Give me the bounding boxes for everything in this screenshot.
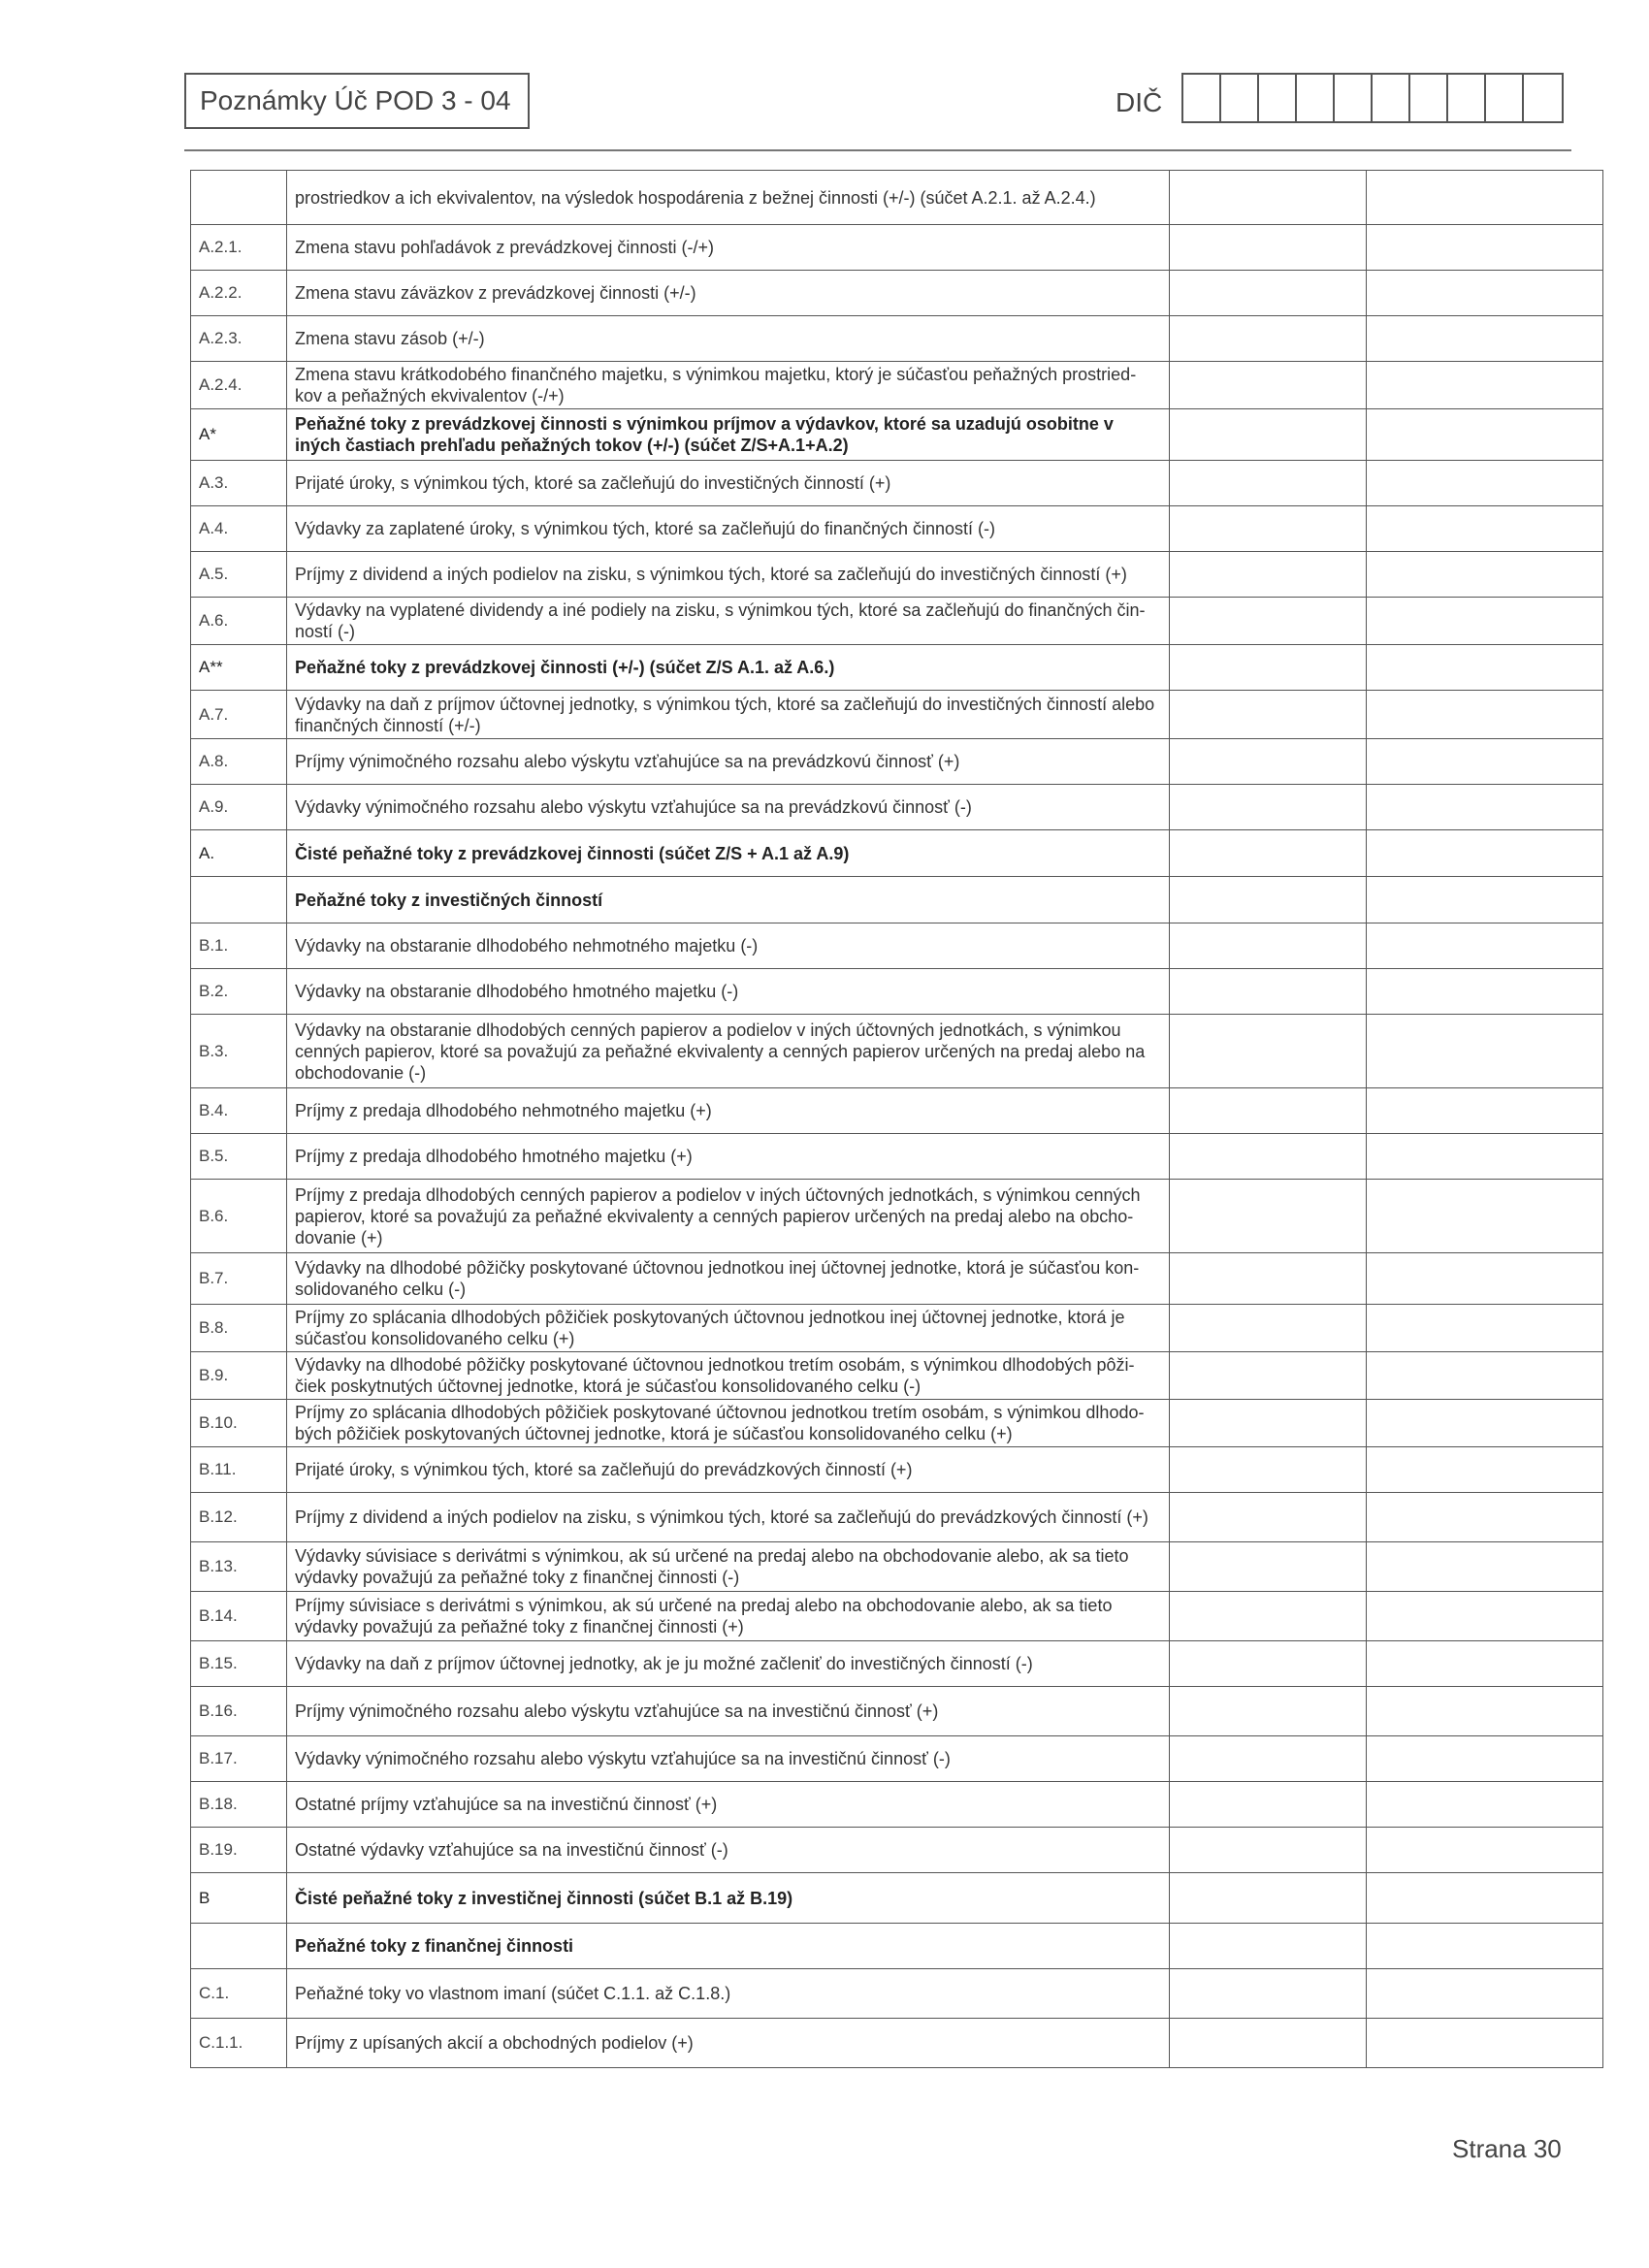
table-row	[191, 409, 1603, 461]
row-code: B.4.	[191, 1088, 287, 1134]
row-description: Výdavky za zaplatené úroky, s výnimkou tých, ktoré sa začleňujú do finančných činností (-)	[287, 506, 1170, 552]
current-period-cell[interactable]	[1170, 1542, 1367, 1592]
row-code: B.18.	[191, 1782, 287, 1828]
table-row	[191, 1253, 1603, 1305]
previous-period-cell[interactable]	[1367, 1873, 1603, 1924]
dic-digit-box[interactable]	[1373, 75, 1410, 121]
row-code: A.2.1.	[191, 225, 287, 271]
current-period-cell[interactable]	[1170, 1493, 1367, 1542]
row-description: Zmena stavu záväzkov z prevádzkovej činnosti (+/-)	[287, 271, 1170, 316]
table-row	[191, 225, 1603, 271]
row-description: Prijaté úroky, s výnimkou tých, ktoré sa začleňujú do investičných činností (+)	[287, 461, 1170, 506]
previous-period-cell[interactable]	[1367, 1134, 1603, 1180]
previous-period-cell[interactable]	[1367, 271, 1603, 316]
dic-digit-box[interactable]	[1410, 75, 1448, 121]
row-description: Výdavky súvisiace s derivátmi s výnimkou, ak sú určené na predaj alebo na obchodovanie alebo, ak sa tieto výdavky považujú za peňažné toky z finančnej činnosti (-)	[287, 1542, 1170, 1592]
row-code: B	[191, 1873, 287, 1924]
page-number: Strana 30	[1452, 2134, 1562, 2163]
dic-label: DIČ	[1116, 87, 1163, 117]
current-period-cell[interactable]	[1170, 1969, 1367, 2019]
table-row	[191, 1352, 1603, 1400]
table-row	[191, 1305, 1603, 1352]
table-row	[191, 1088, 1603, 1134]
current-period-cell[interactable]	[1170, 1592, 1367, 1641]
row-code: B.6.	[191, 1180, 287, 1253]
previous-period-cell[interactable]	[1367, 316, 1603, 362]
previous-period-cell[interactable]	[1367, 1253, 1603, 1305]
current-period-cell[interactable]	[1170, 1828, 1367, 1873]
current-period-cell[interactable]	[1170, 362, 1367, 409]
current-period-cell[interactable]	[1170, 1924, 1367, 1969]
row-code: B.10.	[191, 1400, 287, 1447]
row-description: Príjmy výnimočného rozsahu alebo výskytu vzťahujúce sa na prevádzkovú činnosť (+)	[287, 739, 1170, 785]
current-period-cell[interactable]	[1170, 1736, 1367, 1782]
dic-digit-box[interactable]	[1221, 75, 1259, 121]
row-description: prostriedkov a ich ekvivalentov, na výsledok hospodárenia z bežnej činnosti (+/-) (súčet A.2.1. až A.2.4.)	[287, 171, 1170, 225]
table-row	[191, 2019, 1603, 2068]
row-description: Čisté peňažné toky z investičnej činnosti (súčet B.1 až B.19)	[287, 1873, 1170, 1924]
row-code: C.1.	[191, 1969, 287, 2019]
header-divider	[184, 149, 1571, 151]
current-period-cell[interactable]	[1170, 1687, 1367, 1736]
row-code: A.4.	[191, 506, 287, 552]
current-period-cell[interactable]	[1170, 1400, 1367, 1447]
previous-period-cell[interactable]	[1367, 1782, 1603, 1828]
row-description: Výdavky na obstaranie dlhodobého nehmotného majetku (-)	[287, 923, 1170, 969]
current-period-cell[interactable]	[1170, 506, 1367, 552]
current-period-cell[interactable]	[1170, 1088, 1367, 1134]
dic-input-boxes[interactable]	[1181, 73, 1564, 123]
table-row	[191, 739, 1603, 785]
previous-period-cell[interactable]	[1367, 1352, 1603, 1400]
previous-period-cell[interactable]	[1367, 1641, 1603, 1687]
row-description: Príjmy z dividend a iných podielov na zisku, s výnimkou tých, ktoré sa začleňujú do investičných činností (+)	[287, 552, 1170, 598]
previous-period-cell[interactable]	[1367, 1015, 1603, 1088]
table-row	[191, 171, 1603, 225]
previous-period-cell[interactable]	[1367, 1924, 1603, 1969]
row-code: B.5.	[191, 1134, 287, 1180]
current-period-cell[interactable]	[1170, 1352, 1367, 1400]
previous-period-cell[interactable]	[1367, 552, 1603, 598]
row-code: B.12.	[191, 1493, 287, 1542]
row-code: A.2.3.	[191, 316, 287, 362]
previous-period-cell[interactable]	[1367, 877, 1603, 923]
row-description: Príjmy z dividend a iných podielov na zisku, s výnimkou tých, ktoré sa začleňujú do prevádzkových činností (+)	[287, 1493, 1170, 1542]
row-code: B.7.	[191, 1253, 287, 1305]
previous-period-cell[interactable]	[1367, 691, 1603, 739]
previous-period-cell[interactable]	[1367, 1542, 1603, 1592]
current-period-cell[interactable]	[1170, 877, 1367, 923]
table-row	[191, 271, 1603, 316]
table-row	[191, 1641, 1603, 1687]
row-code: A.5.	[191, 552, 287, 598]
table-row	[191, 877, 1603, 923]
row-description: Peňažné toky z finančnej činnosti	[287, 1924, 1170, 1969]
previous-period-cell[interactable]	[1367, 506, 1603, 552]
row-description: Výdavky na daň z príjmov účtovnej jednotky, s výnimkou tých, ktoré sa začleňujú do investičných činností alebo finančných činností (+/-)	[287, 691, 1170, 739]
row-code: A.6.	[191, 598, 287, 645]
dic-digit-box[interactable]	[1259, 75, 1297, 121]
previous-period-cell[interactable]	[1367, 598, 1603, 645]
current-period-cell[interactable]	[1170, 1305, 1367, 1352]
row-code: C.1.1.	[191, 2019, 287, 2068]
form-title	[184, 73, 530, 129]
previous-period-cell[interactable]	[1367, 739, 1603, 785]
row-code: B.13.	[191, 1542, 287, 1592]
current-period-cell[interactable]	[1170, 598, 1367, 645]
row-code: A.2.2.	[191, 271, 287, 316]
row-description: Príjmy z predaja dlhodobého hmotného majetku (+)	[287, 1134, 1170, 1180]
row-description: Peňažné toky z prevádzkovej činnosti (+/-) (súčet Z/S A.1. až A.6.)	[287, 645, 1170, 691]
row-description: Výdavky výnimočného rozsahu alebo výskytu vzťahujúce sa na prevádzkovú činnosť (-)	[287, 785, 1170, 830]
table-row	[191, 1969, 1603, 2019]
current-period-cell[interactable]	[1170, 739, 1367, 785]
table-row	[191, 923, 1603, 969]
current-period-cell[interactable]	[1170, 645, 1367, 691]
row-description: Peňažné toky z prevádzkovej činnosti s výnimkou príjmov a výdavkov, ktoré sa uzadujú osobitne v iných častiach prehľadu peňažných tokov (+/-) (súčet Z/S+A.1+A.2)	[287, 409, 1170, 461]
previous-period-cell[interactable]	[1367, 1828, 1603, 1873]
row-description: Zmena stavu krátkodobého finančného majetku, s výnimkou majetku, ktorý je súčasťou peňažných prostried-kov a peňažných ekvivalentov (-/+)	[287, 362, 1170, 409]
previous-period-cell[interactable]	[1367, 645, 1603, 691]
table-row	[191, 1782, 1603, 1828]
table-row	[191, 1180, 1603, 1253]
previous-period-cell[interactable]	[1367, 409, 1603, 461]
table-row	[191, 461, 1603, 506]
row-description: Zmena stavu pohľadávok z prevádzkovej činnosti (-/+)	[287, 225, 1170, 271]
row-description: Výdavky na obstaranie dlhodobých cenných papierov a podielov v iných účtovných jednotkách, s výnimkou cenných papierov, ktoré sa považujú za peňažné ekvivalenty a cenných papierov určených na predaj alebo na obchodovanie (-)	[287, 1015, 1170, 1088]
table-row	[191, 1015, 1603, 1088]
row-description: Výdavky na vyplatené dividendy a iné podiely na zisku, s výnimkou tých, ktoré sa začleňujú do finančných čin-ností (-)	[287, 598, 1170, 645]
table-row	[191, 1493, 1603, 1542]
row-code	[191, 171, 287, 225]
previous-period-cell[interactable]	[1367, 830, 1603, 877]
previous-period-cell[interactable]	[1367, 461, 1603, 506]
row-code: B.8.	[191, 1305, 287, 1352]
row-description: Prijaté úroky, s výnimkou tých, ktoré sa začleňujú do prevádzkových činností (+)	[287, 1447, 1170, 1493]
row-description: Výdavky na obstaranie dlhodobého hmotného majetku (-)	[287, 969, 1170, 1015]
row-code: B.14.	[191, 1592, 287, 1641]
current-period-cell[interactable]	[1170, 1180, 1367, 1253]
row-description: Zmena stavu zásob (+/-)	[287, 316, 1170, 362]
previous-period-cell[interactable]	[1367, 225, 1603, 271]
previous-period-cell[interactable]	[1367, 1400, 1603, 1447]
current-period-cell[interactable]	[1170, 409, 1367, 461]
current-period-cell[interactable]	[1170, 1134, 1367, 1180]
row-description: Príjmy výnimočného rozsahu alebo výskytu vzťahujúce sa na investičnú činnosť (+)	[287, 1687, 1170, 1736]
table-row	[191, 1400, 1603, 1447]
current-period-cell[interactable]	[1170, 552, 1367, 598]
previous-period-cell[interactable]	[1367, 1493, 1603, 1542]
current-period-cell[interactable]	[1170, 2019, 1367, 2068]
previous-period-cell[interactable]	[1367, 1305, 1603, 1352]
table-row	[191, 362, 1603, 409]
row-description: Čisté peňažné toky z prevádzkovej činnosti (súčet Z/S + A.1 až A.9)	[287, 830, 1170, 877]
previous-period-cell[interactable]	[1367, 1447, 1603, 1493]
row-code: B.15.	[191, 1641, 287, 1687]
previous-period-cell[interactable]	[1367, 1088, 1603, 1134]
previous-period-cell[interactable]	[1367, 1969, 1603, 2019]
row-description: Príjmy súvisiace s derivátmi s výnimkou, ak sú určené na predaj alebo na obchodovanie alebo, ak sa tieto výdavky považujú za peňažné toky z finančnej činnosti (+)	[287, 1592, 1170, 1641]
table-row	[191, 552, 1603, 598]
row-code: B.3.	[191, 1015, 287, 1088]
table-row	[191, 1542, 1603, 1592]
row-description: Výdavky na daň z príjmov účtovnej jednotky, ak je ju možné začleniť do investičných činností (-)	[287, 1641, 1170, 1687]
row-description: Výdavky na dlhodobé pôžičky poskytované účtovnou jednotkou tretím osobám, s výnimkou dlhodobých pôži-čiek poskytnutých účtovnej jednotke, ktorá je súčasťou konsolidovaného celku (-)	[287, 1352, 1170, 1400]
row-code: A.3.	[191, 461, 287, 506]
table-row	[191, 969, 1603, 1015]
row-code: A.2.4.	[191, 362, 287, 409]
table-row	[191, 598, 1603, 645]
row-description: Príjmy z predaja dlhodobého nehmotného majetku (+)	[287, 1088, 1170, 1134]
current-period-cell[interactable]	[1170, 1447, 1367, 1493]
previous-period-cell[interactable]	[1367, 1687, 1603, 1736]
table-row	[191, 1134, 1603, 1180]
table-row	[191, 785, 1603, 830]
dic-digit-box[interactable]	[1448, 75, 1486, 121]
table-row	[191, 1828, 1603, 1873]
dic-digit-box[interactable]	[1486, 75, 1524, 121]
previous-period-cell[interactable]	[1367, 362, 1603, 409]
row-code: B.9.	[191, 1352, 287, 1400]
row-code: A**	[191, 645, 287, 691]
table-row	[191, 1687, 1603, 1736]
table-row	[191, 1873, 1603, 1924]
table-row	[191, 506, 1603, 552]
row-code: B.11.	[191, 1447, 287, 1493]
row-description: Ostatné výdavky vzťahujúce sa na investičnú činnosť (-)	[287, 1828, 1170, 1873]
previous-period-cell[interactable]	[1367, 171, 1603, 225]
row-code: B.16.	[191, 1687, 287, 1736]
row-description: Výdavky na dlhodobé pôžičky poskytované účtovnou jednotkou inej účtovnej jednotke, ktorá je súčasťou kon-solidovaného celku (-)	[287, 1253, 1170, 1305]
table-row	[191, 316, 1603, 362]
previous-period-cell[interactable]	[1367, 785, 1603, 830]
current-period-cell[interactable]	[1170, 461, 1367, 506]
table-row	[191, 1592, 1603, 1641]
table-row	[191, 1447, 1603, 1493]
row-description: Výdavky výnimočného rozsahu alebo výskytu vzťahujúce sa na investičnú činnosť (-)	[287, 1736, 1170, 1782]
current-period-cell[interactable]	[1170, 1873, 1367, 1924]
previous-period-cell[interactable]	[1367, 1592, 1603, 1641]
current-period-cell[interactable]	[1170, 1015, 1367, 1088]
current-period-cell[interactable]	[1170, 830, 1367, 877]
table-row	[191, 1736, 1603, 1782]
row-code	[191, 877, 287, 923]
row-description: Peňažné toky z investičných činností	[287, 877, 1170, 923]
previous-period-cell[interactable]	[1367, 1736, 1603, 1782]
current-period-cell[interactable]	[1170, 1782, 1367, 1828]
table-row	[191, 645, 1603, 691]
cash-flow-table	[190, 170, 1603, 2068]
row-code	[191, 1924, 287, 1969]
current-period-cell[interactable]	[1170, 785, 1367, 830]
current-period-cell[interactable]	[1170, 1641, 1367, 1687]
current-period-cell[interactable]	[1170, 316, 1367, 362]
row-code: A*	[191, 409, 287, 461]
row-code: B.17.	[191, 1736, 287, 1782]
current-period-cell[interactable]	[1170, 171, 1367, 225]
previous-period-cell[interactable]	[1367, 2019, 1603, 2068]
current-period-cell[interactable]	[1170, 271, 1367, 316]
row-code: A.7.	[191, 691, 287, 739]
current-period-cell[interactable]	[1170, 225, 1367, 271]
row-description: Príjmy zo splácania dlhodobých pôžičiek poskytované účtovnou jednotkou tretím osobám, s výnimkou dlhodo-bých pôžičiek poskytovaných účtovnej jednotke, ktorá je súčasťou konsolidovaného celku (+)	[287, 1400, 1170, 1447]
current-period-cell[interactable]	[1170, 969, 1367, 1015]
table-row	[191, 691, 1603, 739]
row-code: A.8.	[191, 739, 287, 785]
row-code: B.1.	[191, 923, 287, 969]
row-description: Príjmy z upísaných akcií a obchodných podielov (+)	[287, 2019, 1170, 2068]
dic-digit-box[interactable]	[1297, 75, 1335, 121]
row-description: Ostatné príjmy vzťahujúce sa na investičnú činnosť (+)	[287, 1782, 1170, 1828]
current-period-cell[interactable]	[1170, 923, 1367, 969]
row-description: Príjmy zo splácania dlhodobých pôžičiek poskytovaných účtovnou jednotkou inej účtovnej jednotke, ktorá je súčasťou konsolidovaného celku (+)	[287, 1305, 1170, 1352]
row-description: Peňažné toky vo vlastnom imaní (súčet C.1.1. až C.1.8.)	[287, 1969, 1170, 2019]
previous-period-cell[interactable]	[1367, 923, 1603, 969]
current-period-cell[interactable]	[1170, 1253, 1367, 1305]
row-code: A.9.	[191, 785, 287, 830]
row-code: B.2.	[191, 969, 287, 1015]
table-row	[191, 830, 1603, 877]
previous-period-cell[interactable]	[1367, 1180, 1603, 1253]
dic-digit-box[interactable]	[1183, 75, 1221, 121]
table-row	[191, 1924, 1603, 1969]
row-code: B.19.	[191, 1828, 287, 1873]
dic-digit-box[interactable]	[1524, 75, 1562, 121]
current-period-cell[interactable]	[1170, 691, 1367, 739]
row-description: Príjmy z predaja dlhodobých cenných papierov a podielov v iných účtovných jednotkách, s výnimkou cenných papierov, ktoré sa považujú za peňažné ekvivalenty a cenných papierov určených na predaj alebo na obcho-dovanie (+)	[287, 1180, 1170, 1253]
row-code: A.	[191, 830, 287, 877]
dic-digit-box[interactable]	[1335, 75, 1373, 121]
form-title-text: Poznámky Úč POD 3 - 04	[200, 85, 511, 115]
previous-period-cell[interactable]	[1367, 969, 1603, 1015]
